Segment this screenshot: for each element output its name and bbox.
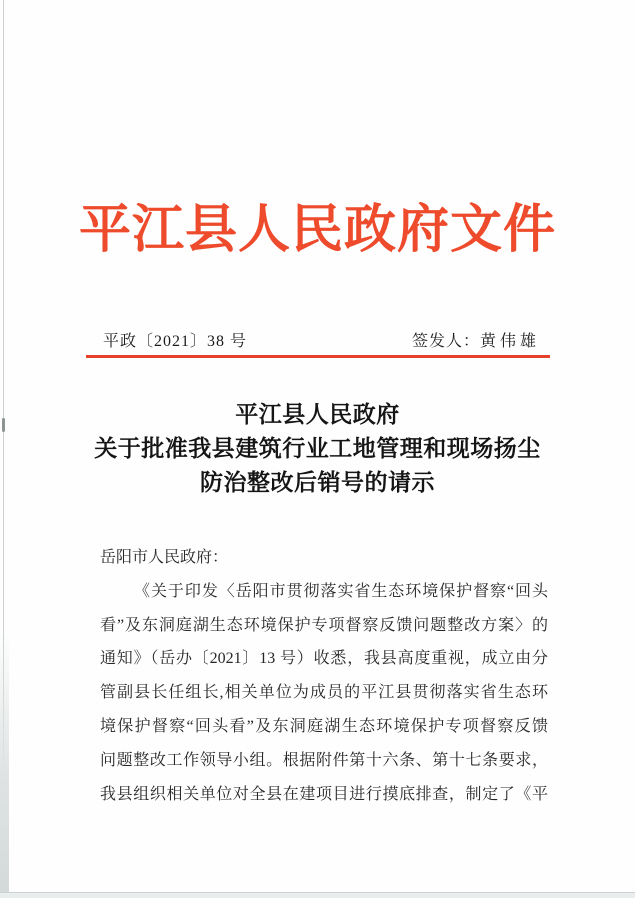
body-line: 《关于印发〈岳阳市贯彻落实省生态环境保护督察“回头 bbox=[134, 582, 548, 600]
letterhead-title: 平江县人民政府文件 bbox=[78, 202, 556, 259]
red-separator-rule bbox=[86, 355, 550, 358]
scan-bottom-edge bbox=[0, 892, 635, 898]
issuer-name: 黄伟雄 bbox=[479, 333, 540, 350]
salutation: 岳阳市人民政府： bbox=[100, 549, 229, 566]
doc-number: 平政〔2021〕38 号 bbox=[103, 333, 248, 350]
body-line: 我县组织相关单位对全县在建项目进行摸底排查，制定了《平 bbox=[100, 785, 548, 803]
body-line: 问题整改工作领导小组。根据附件第十六条、第十七条要求， bbox=[100, 751, 548, 769]
doc-title bbox=[0, 398, 635, 500]
issuer-label: 签发人： bbox=[411, 333, 480, 350]
body-line: 境保护督察“回头看”及东洞庭湖生态环境保护专项督察反馈 bbox=[100, 717, 548, 735]
body-line: 看”及东洞庭湖生态环境保护专项督察反馈问题整改方案〉的 bbox=[100, 616, 548, 634]
scan-left-edge-wedge bbox=[0, 630, 9, 893]
body-line: 通知》（岳办〔2021〕13 号）收悉，我县高度重视，成立由分 bbox=[100, 650, 548, 668]
body-line: 管副县长任组长,相关单位为成员的平江县贯彻落实省生态环 bbox=[100, 684, 548, 702]
body-text bbox=[100, 541, 548, 811]
doc-title-line-2: 关于批准我县建筑行业工地管理和现场扬尘 bbox=[94, 436, 541, 461]
doc-title-line-1: 平江县人民政府 bbox=[235, 402, 400, 427]
doc-title-line-3: 防治整改后销号的请示 bbox=[200, 470, 435, 495]
issuer bbox=[412, 328, 540, 351]
meta-row bbox=[103, 328, 540, 351]
